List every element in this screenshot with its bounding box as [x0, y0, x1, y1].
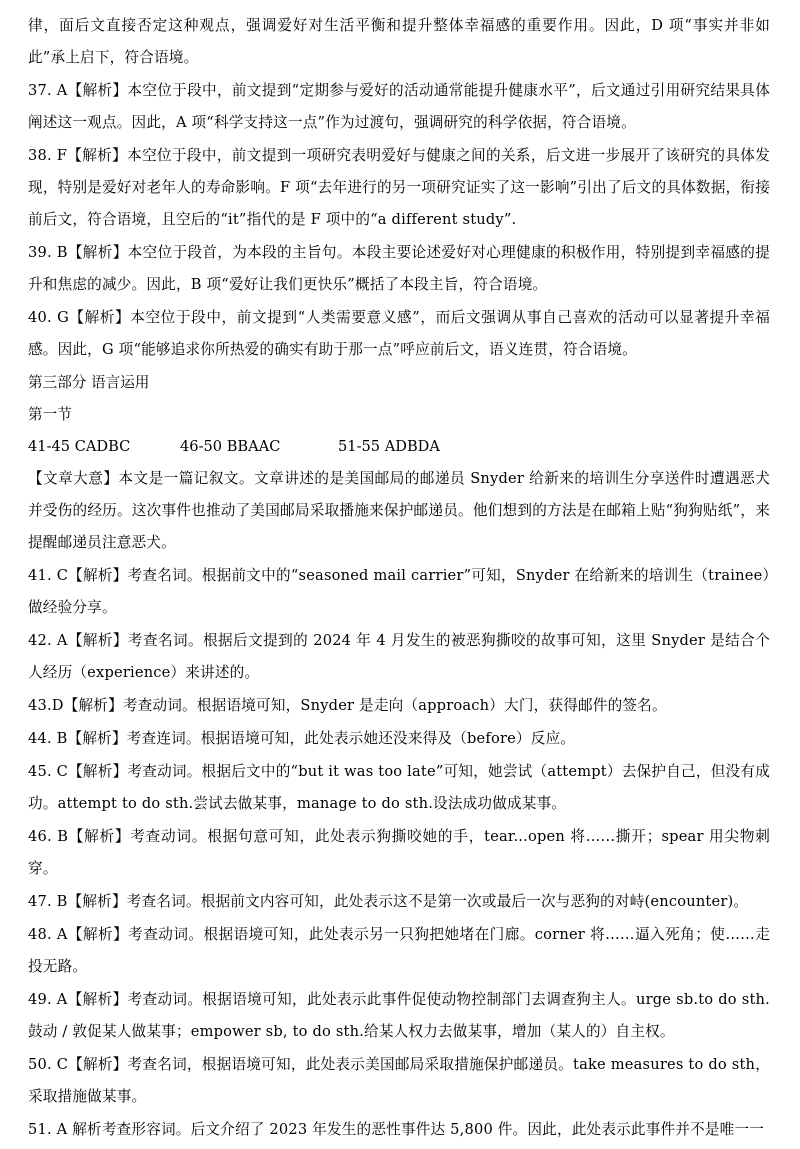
explanation-item-41: 41. C【解析】考查名词。根据前文中的“seasoned mail carrier”可知，Snyder 在给新来的培训生（trainee）做经验分享。 — [28, 567, 770, 616]
explanation-item-51: 51. A 解析考查形容词。后文介绍了 2023 年发生的恶性事件达 5,800 件。因此，此处表示此事件并不是唯一一 — [28, 1121, 765, 1138]
explanation-item-42: 42. A【解析】考查名词。根据后文提到的 2024 年 4 月发生的被恶狗撕咬的故事可知，这里 Snyder 是结合个人经历（experience）来讲述的。 — [28, 632, 770, 681]
paragraph-item-37: 37. A【解析】本空位于段中，前文提到“定期参与爱好的活动通常能提升健康水平”，后文通过引用研究结果具体阐述这一观点。因此，A 项“科学支持这一点”作为过渡句，强调研究的科学依据，符合语境。 — [28, 82, 770, 131]
explanation-item-49: 49. A【解析】考查动词。根据语境可知，此处表示此事件促使动物控制部门去调查狗主人。urge sb.to do sth.鼓动 / 敦促某人做某事；empower sb, to do sth.给某人权力去做某事，增加（某人的）自主权。 — [28, 991, 770, 1040]
answer-group-46-50: 46-50 BBAAC — [180, 438, 281, 455]
explanation-item-44: 44. B【解析】考查连词。根据语境可知，此处表示她还没来得及（before）反应。 — [28, 730, 576, 747]
subsection-title: 第一节 — [28, 406, 72, 423]
explanation-item-50: 50. C【解析】考查名词，根据语境可知，此处表示美国邮局采取措施保护邮递员。take measures to do sth，采取措施做某事。 — [28, 1056, 770, 1105]
explanation-item-47: 47. B【解析】考查名词。根据前文内容可知，此处表示这不是第一次或最后一次与恶狗的对峙(encounter)。 — [28, 893, 749, 910]
explanation-item-48: 48. A【解析】考查动词。根据语境可知，此处表示另一只狗把她堵在门廊。corner 将……逼入死角；使……走投无路。 — [28, 926, 770, 975]
paragraph-item-39: 39. B【解析】本空位于段首，为本段的主旨句。本段主要论述爱好对心理健康的积极作用，特别提到幸福感的提升和焦虑的减少。因此，B 项“爱好让我们更快乐”概括了本段主旨，符合语境。 — [28, 244, 770, 293]
answer-group-51-55: 51-55 ADBDA — [338, 438, 440, 455]
passage-summary: 【文章大意】本文是一篇记叙文。文章讲述的是美国邮局的邮递员 Snyder 给新来的培训生分享送件时遭遇恶犬并受伤的经历。这次事件也推动了美国邮局采取播施来保护邮递员。他们想到的方法是在邮箱上贴“狗狗贴纸”，来提醒邮递员注意恶犬。 — [28, 470, 770, 551]
paragraph-item-38: 38. F【解析】本空位于段中，前文提到一项研究表明爱好与健康之间的关系，后文进一步展开了该研究的具体发现，特别是爱好对老年人的寿命影响。F 项“去年进行的另一项研究证实了这一影响”引出了后文的具体数据，衔接前后文，符合语境，且空后的“it”指代的是 F 项中的“a different study”. — [28, 147, 770, 228]
answer-group-41-45: 41-45 CADBC — [28, 438, 131, 455]
section-title: 第三部分 语言运用 — [28, 374, 150, 391]
paragraph-continuation: 律，面后文直接否定这种观点，强调爱好对生活平衡和提升整体幸福感的重要作用。因此，D 项“事实并非如此”承上启下，符合语境。 — [28, 17, 770, 66]
explanation-item-46: 46. B【解析】考查动词。根据句意可知，此处表示狗撕咬她的手，tear...open 将……撕开；spear 用尖物刺穿。 — [28, 828, 770, 877]
answer-key-row — [28, 431, 770, 463]
explanation-item-43: 43.D【解析】考查动词。根据语境可知，Snyder 是走向（approach）大门，获得邮件的签名。 — [28, 697, 667, 714]
explanation-item-45: 45. C【解析】考查动词。根据后文中的“but it was too late”可知，她尝试（attempt）去保护自己，但没有成功。attempt to do sth.尝试去做某事，manage to do sth.设法成功做成某事。 — [28, 763, 770, 812]
paragraph-item-40: 40. G【解析】本空位于段中，前文提到“人类需要意义感”，而后文强调从事自己喜欢的活动可以显著提升幸福感。因此，G 项“能够追求你所热爱的确实有助于那一点”呼应前后文，语义连贯，符合语境。 — [28, 309, 770, 358]
